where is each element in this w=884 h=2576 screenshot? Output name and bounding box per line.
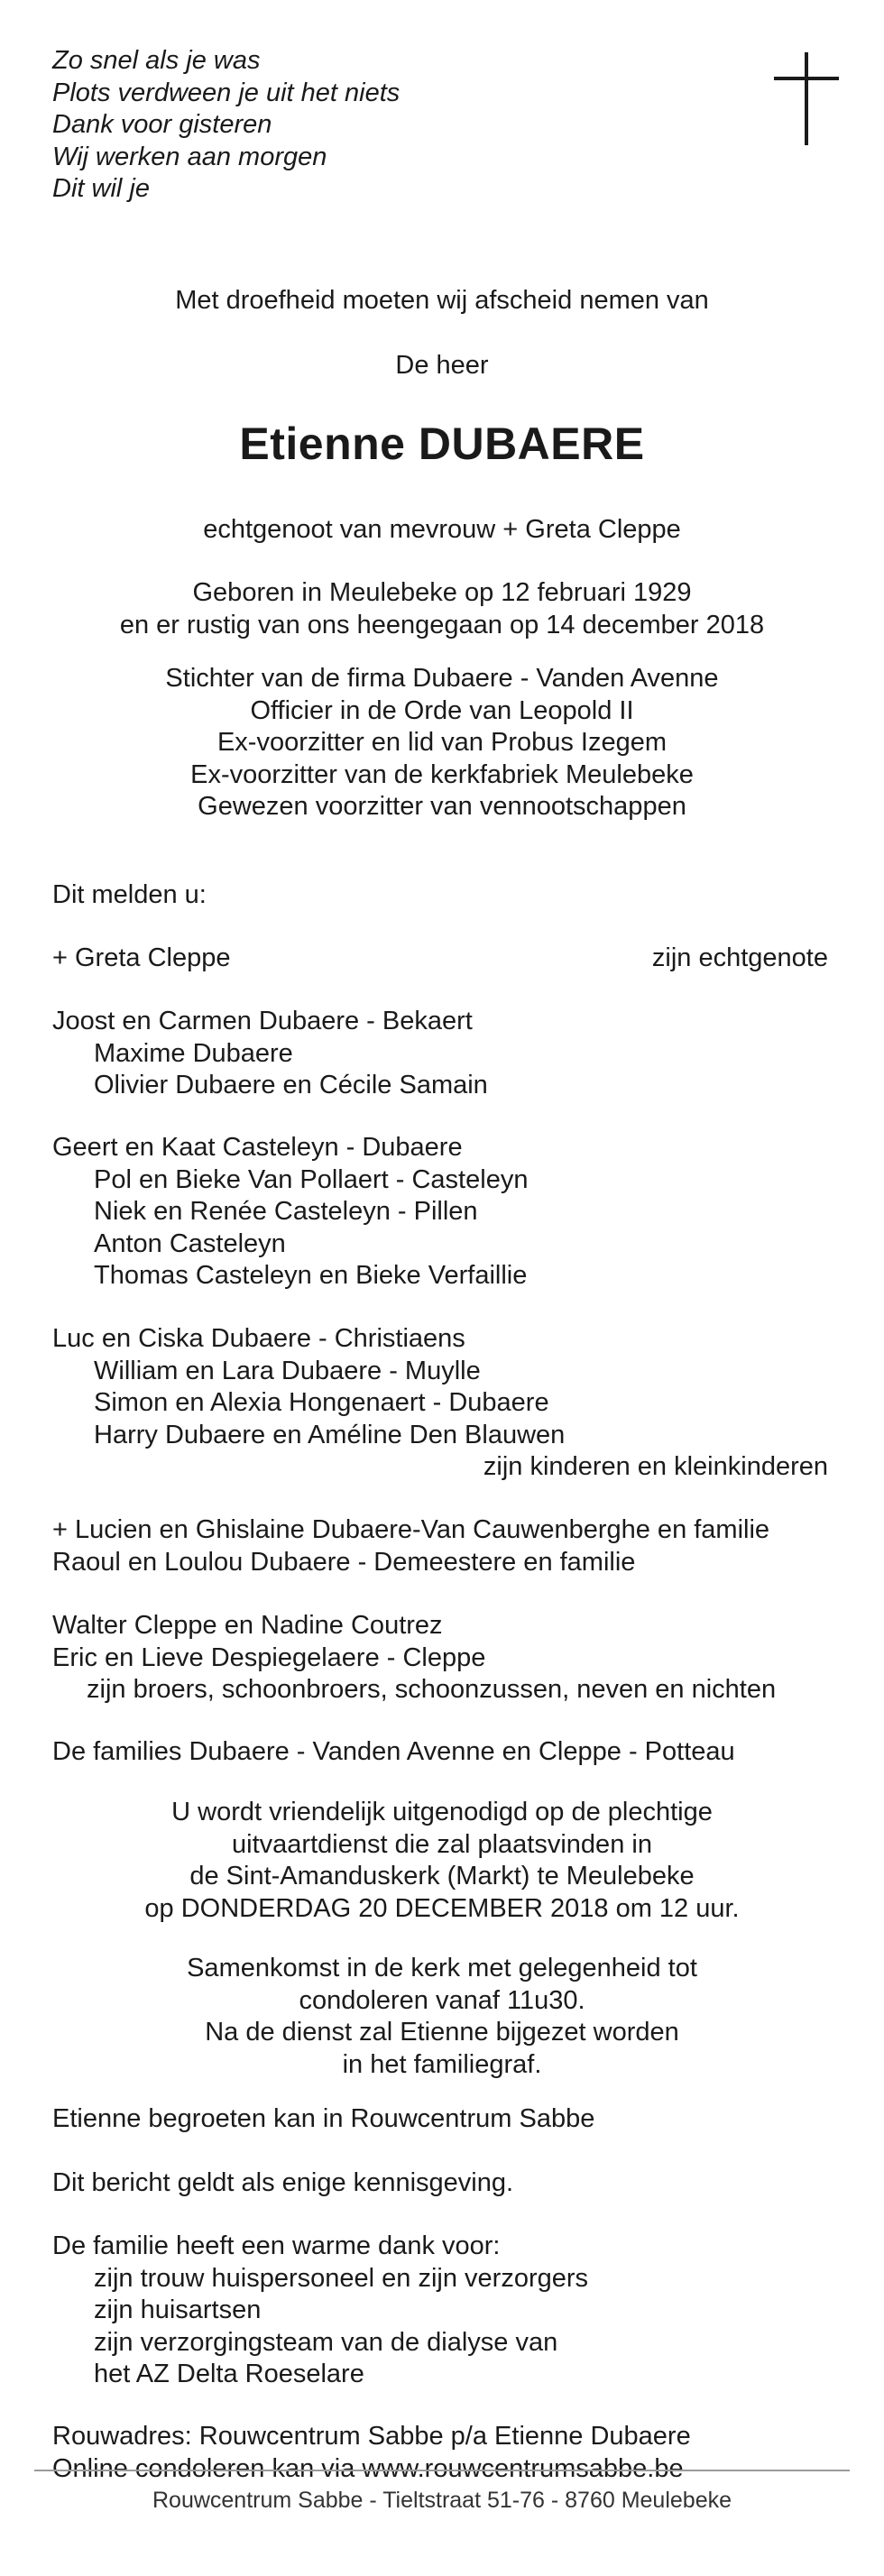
poem-line: Plots verdween je uit het niets [52,78,401,107]
visit-line: Etienne begroeten kan in Rouwcentrum Sabbe [52,2104,595,2133]
spouse-line: echtgenoot van mevrouw + Greta Cleppe [203,515,681,544]
family-group-geert [52,1132,828,1293]
gathering-line: condoleren vanaf 11u30. [299,1985,585,2015]
title-line: Gewezen voorzitter van vennootschappen [198,792,686,821]
family-member: Olivier Dubaere en Cécile Samain [94,1071,488,1099]
gathering-line: in het familiegraf. [342,2049,542,2079]
poem-line: Dit wil je [52,174,150,203]
sibling-line: + Lucien en Ghislaine Dubaere-Van Cauwenberghe en familie [52,1515,770,1544]
poem-line: Wij werken aan morgen [52,142,327,171]
inlaw-line: Walter Cleppe en Nadine Coutrez [52,1611,443,1640]
siblings-list [52,1514,828,1578]
thanks-item: zijn huisartsen [94,2295,262,2324]
death-line: en er rustig van ons heengegaan op 14 december 2018 [119,610,765,639]
family-group-luc [52,1323,828,1484]
address-line: Rouwadres: Rouwcentrum Sabbe p/a Etienne Dubaere [52,2422,691,2451]
inlaw-line: Eric en Lieve Despiegelaere - Cleppe [52,1642,486,1672]
intro-text: Met droefheid moeten wij afscheid nemen van [175,286,709,315]
families-line: De families Dubaere - Vanden Avenne en Cleppe - Potteau [52,1737,735,1766]
family-head: Luc en Ciska Dubaere - Christiaens [52,1324,465,1353]
family-member: Simon en Alexia Hongenaert - Dubaere [94,1388,549,1417]
invitation-line: de Sint-Amanduskerk (Markt) te Meulebeke [189,1862,695,1891]
family-member: William en Lara Dubaere - Muylle [94,1356,481,1385]
invitation [0,1797,884,1925]
thanks-head: De familie heeft een warme dank voor: [52,2231,501,2260]
footer-divider [34,2470,850,2471]
title-line: Officier in de Orde van Leopold II [250,695,634,725]
title-line: Ex-voorzitter van de kerkfabriek Meulebeke [190,759,694,789]
poem [52,45,400,206]
invitation-line: uitvaartdienst die zal plaatsvinden in [232,1829,652,1859]
gathering-line: Na de dienst zal Etienne bijgezet worden [205,2018,679,2047]
titles-list [0,663,884,823]
spouse-name: + Greta Cleppe [52,943,231,972]
notice-line: Dit bericht geldt als enige kennisgeving. [52,2168,514,2197]
title-line: Ex-voorzitter en lid van Probus Izegem [216,728,668,757]
gathering-info [0,1953,884,2081]
family-group-joost [52,1006,828,1102]
address-section [52,2421,828,2485]
family-member: Thomas Casteleyn en Bieke Verfaillie [94,1261,528,1290]
poem-line: Zo snel als je was [52,46,261,75]
invitation-line: U wordt vriendelijk uitgenodigd op de plechtige [171,1798,713,1826]
family-role: zijn kinderen en kleinkinderen [483,1452,828,1481]
salutation: De heer [395,351,489,380]
family-head: Geert en Kaat Casteleyn - Dubaere [52,1133,463,1162]
invitation-line: op DONDERDAG 20 DECEMBER 2018 om 12 uur. [144,1893,740,1923]
birth-details [0,577,884,641]
family-member: Maxime Dubaere [94,1038,293,1068]
inlaws-list [52,1610,828,1707]
family-member: Anton Casteleyn [94,1228,286,1258]
poem-line: Dank voor gisteren [52,110,272,139]
inlaws-role: zijn broers, schoonbroers, schoonzussen, neven en nichten [87,1675,777,1704]
thanks-item: zijn trouw huispersoneel en zijn verzorgers [94,2263,589,2293]
family-member: Harry Dubaere en Améline Den Blauwen [94,1420,566,1449]
gathering-line: Samenkomst in de kerk met gelegenheid tot [187,1954,697,1983]
sibling-line: Raoul en Loulou Dubaere - Demeestere en familie [52,1547,636,1577]
family-member: Pol en Bieke Van Pollaert - Casteleyn [94,1164,529,1194]
spouse-row [52,943,828,975]
thanks-item: zijn verzorgingsteam van de dialyse van [94,2327,558,2357]
family-member: Niek en Renée Casteleyn - Pillen [94,1197,478,1226]
thanks-section [52,2231,828,2391]
title-line: Stichter van de firma Dubaere - Vanden Avenne [165,664,719,693]
birth-line: Geboren in Meulebeke op 12 februari 1929 [192,578,692,607]
deceased-name: Etienne DUBAERE [239,419,645,469]
cross-icon [774,52,839,145]
thanks-item: het AZ Delta Roeselare [94,2360,364,2388]
address-line: Online condoleren kan via www.rouwcentrumsabbe.be [52,2453,684,2483]
spouse-role: zijn echtgenote [651,943,828,972]
announce-text: Dit melden u: [52,880,207,909]
family-head: Joost en Carmen Dubaere - Bekaert [52,1007,473,1035]
footer: Rouwcentrum Sabbe - Tieltstraat 51-76 - 8760 Meulebeke [152,2488,732,2513]
